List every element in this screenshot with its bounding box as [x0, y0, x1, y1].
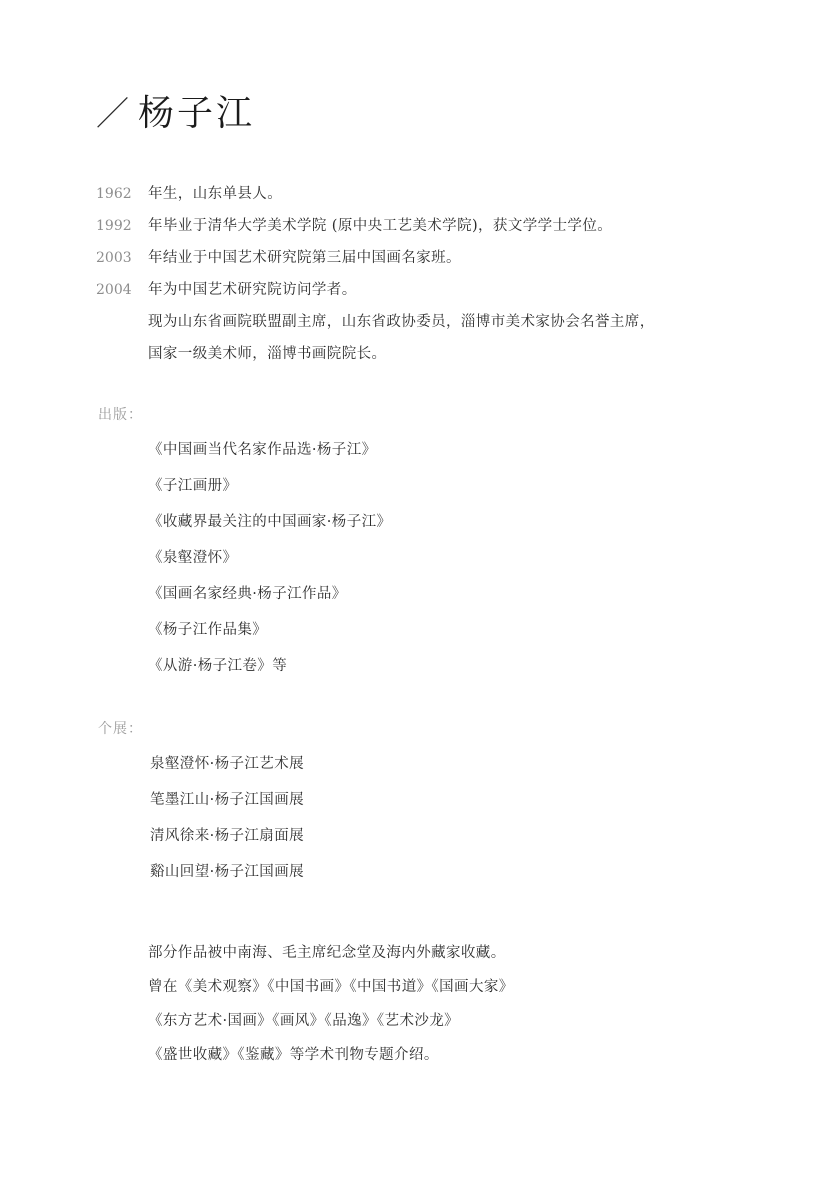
biography-year: 2003 [96, 250, 132, 266]
closing-line: 《东方艺术·国画》《画风》《品逸》《艺术沙龙》 [148, 1013, 460, 1029]
list-item: 清风徐来·杨子江扇面展 [150, 828, 305, 844]
biography-text: 年生，山东单县人。 [148, 186, 283, 202]
list-item: 《中国画当代名家作品选·杨子江》 [148, 442, 377, 458]
list-item: 《从游·杨子江卷》等 [148, 658, 288, 674]
list-item: 谿山回望·杨子江国画展 [150, 864, 305, 880]
list-item: 泉壑澄怀·杨子江艺术展 [150, 756, 305, 772]
closing-line: 部分作品被中南海、毛主席纪念堂及海内外藏家收藏。 [148, 945, 506, 961]
biography-row [96, 210, 756, 242]
closing-paragraphs [96, 936, 756, 1072]
publications-label: 出版： [98, 407, 143, 423]
biography-row [96, 306, 756, 338]
page-title [96, 93, 256, 134]
biography-text: 国家一级美术师，淄博书画院院长。 [148, 346, 387, 362]
biography-row [96, 242, 756, 274]
list-item: 笔墨江山·杨子江国画展 [150, 792, 305, 808]
publications-list [96, 432, 756, 684]
biography-year: 2004 [96, 282, 132, 298]
exhibitions-section [96, 718, 756, 890]
closing-line: 曾在《美术观察》《中国书画》《中国书道》《国画大家》 [148, 979, 514, 995]
document-body [96, 178, 756, 1072]
biography-list [96, 178, 756, 370]
list-item: 《子江画册》 [148, 478, 238, 494]
biography-row [96, 178, 756, 210]
closing-line: 《盛世收藏》《鉴藏》等学术刊物专题介绍。 [148, 1047, 439, 1063]
biography-year: 1962 [96, 186, 132, 202]
biography-text: 现为山东省画院联盟副主席，山东省政协委员，淄博市美术家协会名誉主席， [148, 314, 655, 330]
biography-year: 1992 [96, 218, 132, 234]
biography-row [96, 338, 756, 370]
list-item: 《泉壑澄怀》 [148, 550, 238, 566]
biography-text: 年毕业于清华大学美术学院 (原中央工艺美术学院)，获文学学士学位。 [148, 218, 613, 234]
exhibitions-list [96, 746, 756, 890]
list-item: 《国画名家经典·杨子江作品》 [148, 586, 347, 602]
biography-text: 年结业于中国艺术研究院第三届中国画名家班。 [148, 250, 461, 266]
list-item: 《收藏界最关注的中国画家·杨子江》 [148, 514, 392, 530]
biography-text: 年为中国艺术研究院访问学者。 [148, 282, 357, 298]
list-item: 《杨子江作品集》 [148, 622, 268, 638]
exhibitions-label: 个展： [98, 721, 143, 737]
title-slash-mark: ／ [96, 94, 129, 133]
biography-row [96, 274, 756, 306]
artist-name: 杨子江 [138, 93, 256, 134]
publications-section [96, 404, 756, 684]
